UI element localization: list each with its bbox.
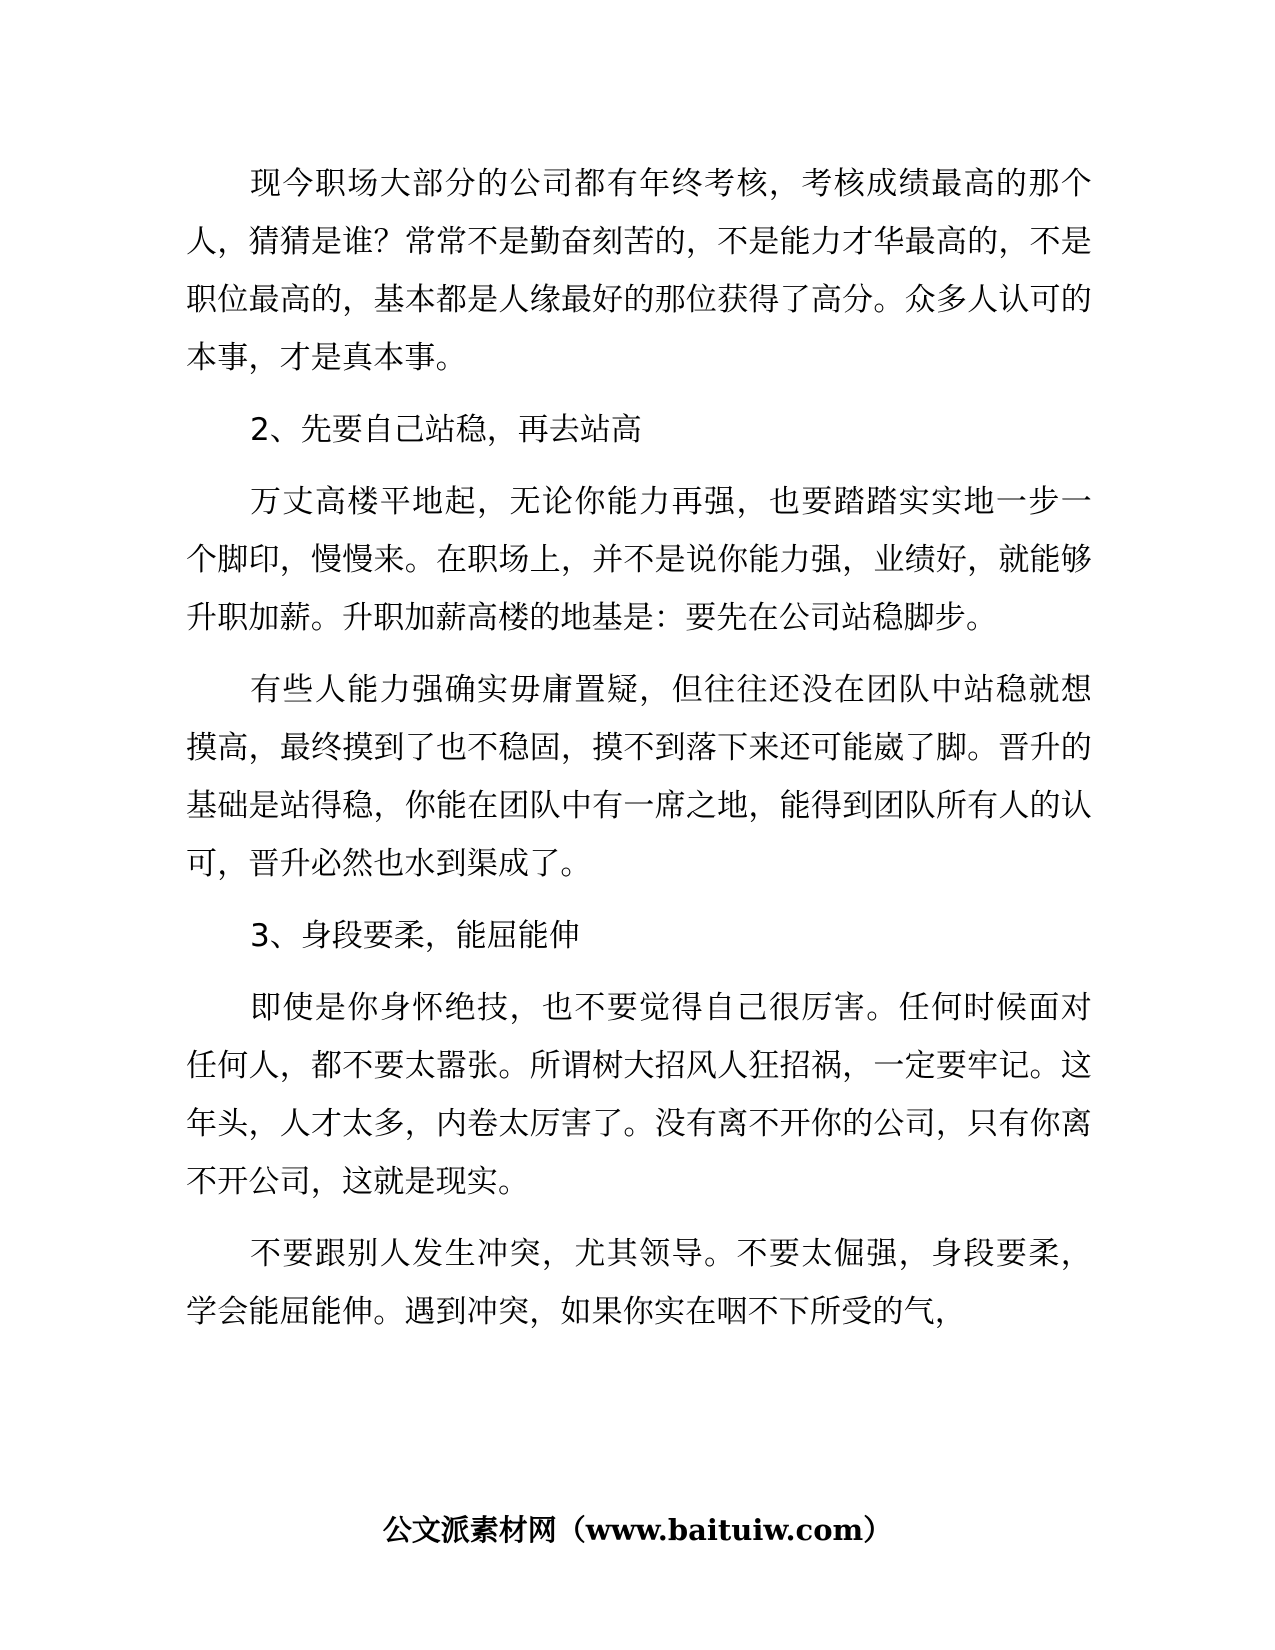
paragraph-avoid-conflict: 不要跟别人发生冲突，尤其领导。不要太倔强，身段要柔，学会能屈能伸。遇到冲突，如果你实在咽不下所受的气， bbox=[186, 1236, 1092, 1330]
page-footer: 公文派素材网（www.baituiw.com） bbox=[382, 1513, 893, 1547]
paragraph-team-position: 有些人能力强确实毋庸置疑，但往往还没在团队中站稳就想摸高，最终摸到了也不稳固，摸不到落下来还可能崴了脚。晋升的基础是站得稳，你能在团队中有一席之地，能得到团队所有人的认可，晋升必然也水到渠成了。 bbox=[186, 672, 1092, 882]
paragraph-solid-foundation: 万丈高楼平地起，无论你能力再强，也要踏踏实实地一步一个脚印，慢慢来。在职场上，并不是说你能力强，业绩好，就能够升职加薪。升职加薪高楼的地基是：要先在公司站稳脚步。 bbox=[186, 484, 1092, 636]
section-heading-stand-firm: 2、先要自己站稳，再去站高 bbox=[250, 412, 642, 448]
paragraph-annual-review: 现今职场大部分的公司都有年终考核，考核成绩最高的那个人，猜猜是谁？常常不是勤奋刻苦的，不是能力才华最高的，不是职位最高的，基本都是人缘最好的那位获得了高分。众多人认可的本事，才是真本事。 bbox=[186, 166, 1092, 376]
document-body bbox=[186, 155, 1092, 1355]
paragraph-humility: 即使是你身怀绝技，也不要觉得自己很厉害。任何时候面对任何人，都不要太嚣张。所谓树大招风人狂招祸，一定要牢记。这年头，人才太多，内卷太厉害了。没有离不开你的公司，只有你离不开公司，这就是现实。 bbox=[186, 990, 1092, 1200]
section-heading-flexible: 3、身段要柔，能屈能伸 bbox=[250, 918, 580, 954]
